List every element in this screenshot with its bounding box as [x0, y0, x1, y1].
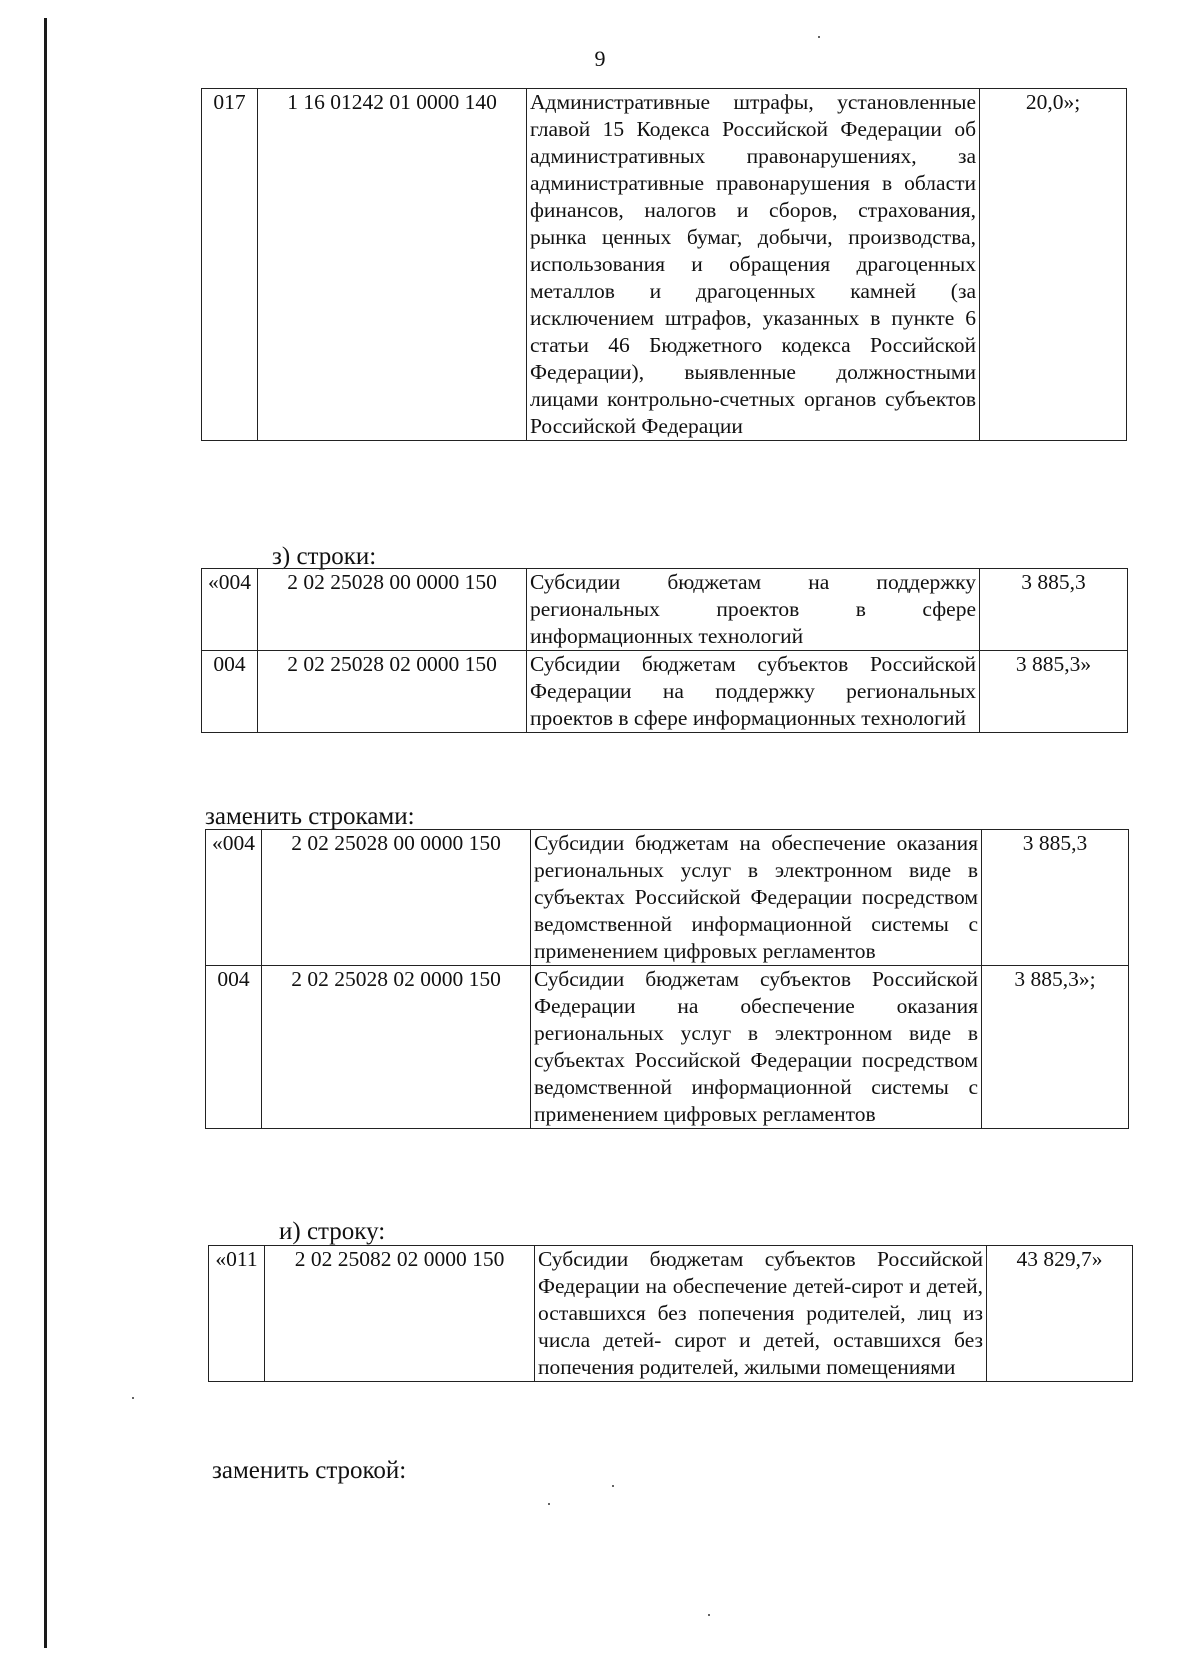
- name-line: родителей, жилыми помещениями: [639, 1355, 956, 1379]
- section-heading-replace-rows: заменить строками:: [205, 803, 415, 830]
- name-line: оказания региональных услуг в: [534, 994, 978, 1045]
- binding-margin-line: [44, 18, 47, 1648]
- name-line: информационной системы с применением: [534, 1075, 978, 1126]
- admin-code-cell: «004: [206, 830, 262, 966]
- amount-cell: 43 829,7»: [987, 1246, 1133, 1382]
- table-rows-old: [201, 568, 1128, 733]
- name-line: информационной системы с применением: [534, 912, 978, 963]
- admin-code-cell: «011: [209, 1246, 265, 1382]
- table-fines: [201, 88, 1127, 441]
- name-line: информационных технологий: [692, 706, 966, 730]
- name-line: детей-сирот и детей, оставшихся без: [538, 1274, 983, 1325]
- name-line: Российской Федерации на обеспечение: [538, 1247, 983, 1298]
- name-line: субъектов Российской Федерации: [530, 387, 977, 438]
- amount-cell: 3 885,3: [980, 569, 1128, 651]
- scan-speck: [132, 1397, 134, 1399]
- name-line: Российской Федерации на поддержку: [530, 652, 977, 703]
- budget-code-cell: 2 02 25028 00 0000 150: [262, 830, 531, 966]
- budget-code-cell: 2 02 25028 02 0000 150: [258, 651, 527, 733]
- name-line: установленные главой 15 Кодекса: [530, 90, 976, 141]
- name-line: цифровых регламентов: [663, 939, 876, 963]
- table-row: [202, 651, 1128, 733]
- admin-code-cell: 017: [202, 89, 258, 441]
- table-row: [206, 966, 1129, 1129]
- revenue-name-cell: [531, 966, 982, 1129]
- name-line: региональных проектов в сфере: [530, 597, 976, 621]
- scan-speck: [612, 1485, 614, 1487]
- name-line: страхования, рынка ценных бумаг, добычи,: [530, 198, 976, 249]
- name-line: Субсидии бюджетам субъектов: [538, 1247, 856, 1271]
- name-line: Субсидии бюджетам субъектов: [530, 652, 849, 676]
- admin-code-cell: 004: [206, 966, 262, 1129]
- name-line: Российской Федерации на обеспечение: [534, 967, 978, 1018]
- scan-speck: [708, 1614, 710, 1616]
- name-line: оказания региональных услуг в: [534, 831, 978, 882]
- revenue-name-cell: [531, 830, 982, 966]
- name-line: цифровых регламентов: [663, 1102, 876, 1126]
- name-line: области финансов, налогов и сборов,: [530, 171, 977, 222]
- scan-speck: [818, 36, 820, 38]
- name-line: Федерации), выявленные должностными: [530, 360, 976, 384]
- name-line: информационных технологий: [530, 624, 804, 648]
- table-rows-new: [205, 829, 1129, 1129]
- name-line: попечения родителей, лиц из числа детей-: [538, 1301, 984, 1352]
- amount-cell: 3 885,3»;: [982, 966, 1129, 1129]
- budget-code-cell: 2 02 25028 02 0000 150: [262, 966, 531, 1129]
- name-line: региональных проектов в сфере: [530, 679, 977, 730]
- amount-cell: 20,0»;: [980, 89, 1127, 441]
- name-line: указанных в пункте 6 статьи 46: [530, 306, 977, 357]
- name-line: Бюджетного кодекса Российской: [649, 333, 976, 357]
- name-line: Субсидии бюджетам субъектов: [534, 967, 851, 991]
- revenue-name-cell: [527, 651, 980, 733]
- name-line: Российской Федерации об: [722, 117, 977, 141]
- name-line: камней (за исключением штрафов,: [530, 279, 976, 330]
- name-line: Административные штрафы,: [530, 90, 814, 114]
- amount-cell: 3 885,3»: [980, 651, 1128, 733]
- revenue-name-cell: [527, 89, 980, 441]
- revenue-name-cell: [527, 569, 980, 651]
- name-line: административные правонарушения в: [530, 171, 893, 195]
- scan-speck: [548, 1503, 550, 1505]
- section-heading-z: з) строки:: [272, 543, 377, 570]
- name-line: драгоценных металлов и драгоценных: [530, 252, 976, 303]
- budget-code-cell: 2 02 25028 00 0000 150: [258, 569, 527, 651]
- table-row: [206, 830, 1129, 966]
- table-row: [209, 1246, 1133, 1382]
- name-line: Федерации посредством ведомственной: [534, 885, 979, 936]
- name-line: Субсидии бюджетам на поддержку: [530, 570, 976, 594]
- name-line: Субсидии бюджетам на обеспечение: [534, 831, 886, 855]
- name-line: производства, использования и обращения: [530, 225, 976, 276]
- page-number: 9: [594, 46, 606, 71]
- admin-code-cell: «004: [202, 569, 258, 651]
- table-row: [202, 89, 1127, 441]
- amount-cell: 3 885,3: [982, 830, 1129, 966]
- admin-code-cell: 004: [202, 651, 258, 733]
- name-line: лицами контрольно-счетных органов: [530, 387, 877, 411]
- name-line: Федерации посредством ведомственной: [534, 1048, 979, 1099]
- budget-code-cell: 2 02 25082 02 0000 150: [265, 1246, 535, 1382]
- section-heading-replace-row: заменить строкой:: [212, 1457, 407, 1484]
- name-line: электронном виде в субъектах Российской: [534, 858, 978, 909]
- table-row-old-011: [208, 1245, 1133, 1382]
- name-line: административных правонарушениях, за: [530, 144, 976, 168]
- table-row: [202, 569, 1128, 651]
- name-line: электронном виде в субъектах Российской: [534, 1021, 978, 1072]
- section-heading-i: и) строку:: [279, 1218, 386, 1245]
- name-line: сирот и детей, оставшихся без попечения: [538, 1328, 983, 1379]
- budget-code-cell: 1 16 01242 01 0000 140: [258, 89, 527, 441]
- revenue-name-cell: [535, 1246, 987, 1382]
